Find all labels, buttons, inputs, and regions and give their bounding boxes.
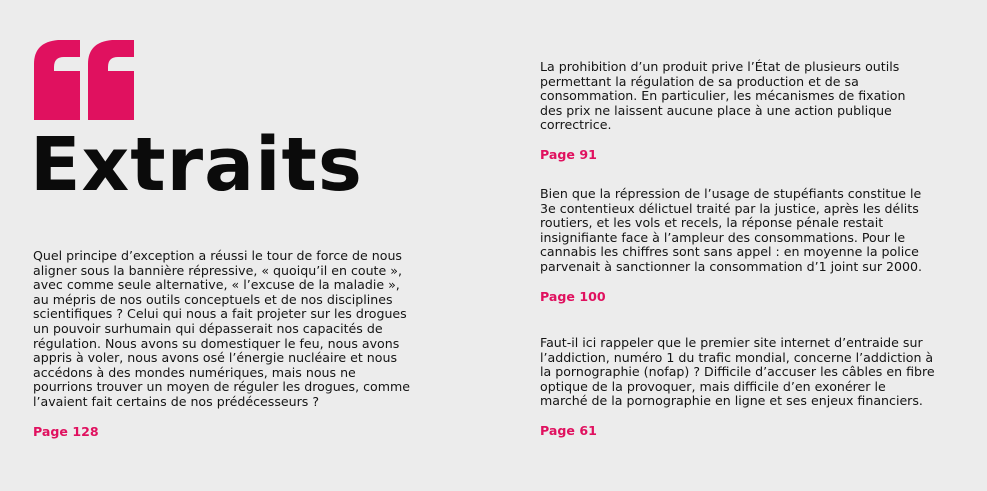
excerpt-page-61 (540, 336, 935, 438)
excerpt-text: Quel principe d’exception a réussi le tour de force de nous aligner sous la bannière répressive, « quoiqu’il en coute », avec comme seule alternative, « l’excuse de la maladie », au mépris de nos outils conceptuels et de nos disciplines scientifiques ? Celui qui nous a fait projeter sur les drogues un pouvoir surhumain qui dépasserait nos capacités de régulation. Nous avons su domestiquer le feu, nous avons appris à voler, nous avons osé l’énergie nucléaire et nous accédons à des mondes numériques, mais nous ne pourrions trouver un moyen de réguler les drogues, comme l’avaient fait certains de nos prédécesseurs ? (33, 248, 411, 409)
excerpt-text: Faut-il ici rappeler que le premier site internet d’entraide sur l’addiction, numéro 1 du trafic mondial, concerne l’addiction à la pornographie (nofap) ? Difficile d’accuser les câbles en fibre optique de la provoquer, mais difficile d’en exonérer le marché de la pornographie en ligne et ses enjeux financiers. (540, 335, 935, 409)
excerpt-page-91 (540, 60, 920, 162)
excerpt-text: Bien que la répression de l’usage de stupéfiants constitue le 3e contentieux délictuel traité par la justice, après les délits routiers, et les vols et recels, la réponse pénale restait insignifiante face à l’ampleur des consommations. Pour le cannabis les chiffres sont sans appel : en moyenne la police parvenait à sanctionner la consommation d’1 joint sur 2000. (540, 186, 923, 274)
page-reference: Page 128 (33, 423, 99, 439)
page-reference: Page 61 (540, 422, 597, 438)
page-reference: Page 91 (540, 146, 597, 162)
opening-quotation-mark-icon (34, 40, 134, 120)
excerpt-text: La prohibition d’un produit prive l’État de plusieurs outils permettant la régulation de sa production et de sa consommation. En particulier, les mécanismes de fixation des prix ne laissent aucune place à une action publique correctrice. (540, 59, 906, 133)
page-title: Extraits (30, 122, 363, 208)
excerpt-page-100 (540, 187, 935, 304)
page-reference: Page 100 (540, 288, 606, 304)
excerpt-page-128 (33, 249, 415, 439)
